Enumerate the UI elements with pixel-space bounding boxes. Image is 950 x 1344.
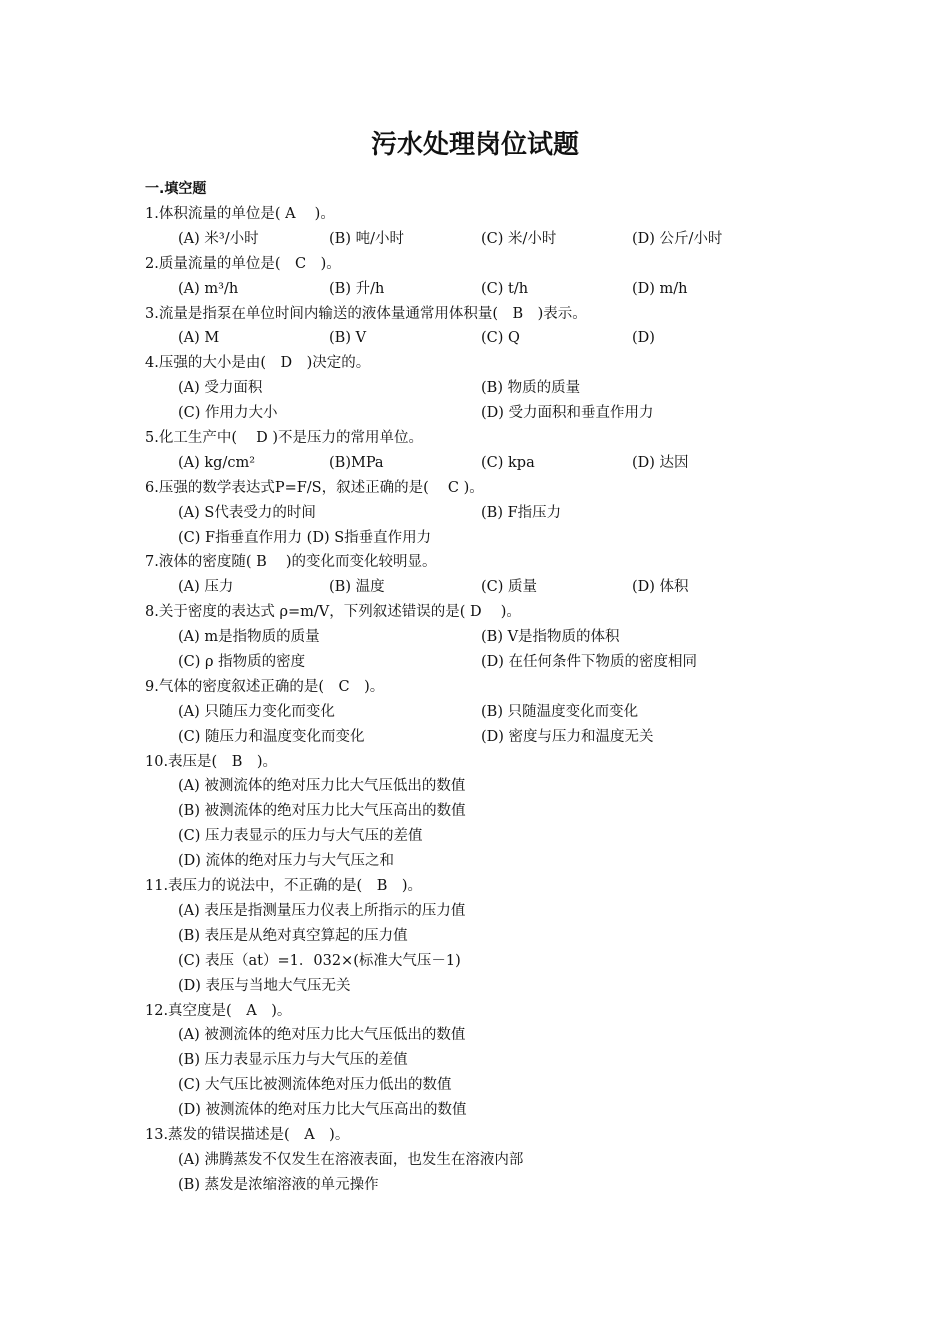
- option-text: (B) V是指物质的体积: [481, 629, 620, 646]
- question-text: 12.真空度是( A )。: [145, 1002, 292, 1019]
- option-text: (A) m³/h: [178, 280, 239, 297]
- question-text: 2.质量流量的单位是( C )。: [145, 255, 341, 272]
- question-text: 1.体积流量的单位是( A )。: [145, 206, 335, 222]
- option-text: (C) 米/小时: [481, 230, 557, 247]
- option-row: [145, 575, 845, 600]
- option-text: (A) m是指物质的质量: [178, 629, 320, 646]
- section-heading: 一.填空题: [145, 181, 207, 197]
- option-text: (A) M: [178, 330, 220, 347]
- option-text: (A) 只随压力变化而变化: [178, 703, 335, 720]
- option-text: (A) kg/cm²: [178, 454, 256, 471]
- option-text: (C) 随压力和温度变化而变化: [178, 728, 365, 745]
- option-text: (A) 压力: [178, 579, 234, 596]
- option-text: (B) 被测流体的绝对压力比大气压高出的数值: [178, 803, 466, 820]
- option-text: (B)MPa: [329, 454, 384, 471]
- option-text: (D) 体积: [632, 579, 689, 596]
- option-text: (B) V: [329, 330, 367, 347]
- option-row: [145, 277, 845, 302]
- page-title: 污水处理岗位试题: [370, 130, 579, 160]
- question-text: 11.表压力的说法中，不正确的是( B )。: [145, 878, 423, 895]
- option-text: (D) 达因: [632, 454, 689, 471]
- question-text: 4.压强的大小是由( D )决定的。: [145, 355, 371, 372]
- option-text: (A) 米³/小时: [178, 230, 259, 247]
- option-row: [145, 326, 845, 351]
- option-row: [145, 700, 845, 725]
- option-text: (A) 被测流体的绝对压力比大气压低出的数值: [178, 778, 466, 795]
- option-row: [145, 451, 845, 476]
- option-text: (A) 受力面积: [178, 380, 263, 397]
- question-text: 5.化工生产中( D )不是压力的常用单位。: [145, 430, 423, 447]
- option-text: (B) 升/h: [329, 280, 385, 297]
- option-text: (B) 表压是从绝对真空算起的压力值: [178, 927, 408, 944]
- option-text: (C) 大气压比被测流体绝对压力低出的数值: [178, 1077, 452, 1094]
- option-row: [145, 401, 845, 426]
- option-text: (B) 物质的质量: [481, 380, 581, 397]
- option-text: (C) 作用力大小: [178, 405, 278, 422]
- option-row: [145, 526, 845, 551]
- question-text: 7.液体的密度随( B )的变化而变化较明显。: [145, 554, 437, 571]
- option-text: (D): [632, 330, 655, 347]
- option-text: (B) 蒸发是浓缩溶液的单元操作: [178, 1176, 379, 1193]
- option-text: (B) 压力表显示压力与大气压的差值: [178, 1052, 408, 1069]
- option-text: (A) 被测流体的绝对压力比大气压低出的数值: [178, 1027, 466, 1044]
- question-text: 9.气体的密度叙述正确的是( C )。: [145, 678, 385, 695]
- option-text: (C) t/h: [481, 280, 529, 297]
- option-row: [145, 725, 845, 750]
- option-row: [145, 376, 845, 401]
- question-text: 6.压强的数学表达式P=F/S，叙述正确的是( C )。: [145, 479, 484, 496]
- question-text: 13.蒸发的错误描述是( A )。: [145, 1126, 350, 1143]
- option-text: (B) 吨/小时: [329, 230, 404, 247]
- option-text: (D) 密度与压力和温度无关: [481, 728, 654, 745]
- option-text: (C) kpa: [481, 454, 535, 471]
- option-text: (C) 压力表显示的压力与大气压的差值: [178, 828, 423, 845]
- option-text: (D) 被测流体的绝对压力比大气压高出的数值: [178, 1102, 467, 1119]
- option-text: (B) 温度: [329, 579, 385, 596]
- option-text: (D) 流体的绝对压力与大气压之和: [178, 853, 395, 870]
- question-text: 8.关于密度的表达式 ρ=m/V，下列叙述错误的是( D )。: [145, 604, 521, 621]
- option-text: (C) ρ 指物质的密度: [178, 654, 306, 671]
- option-text: (A) 表压是指测量压力仪表上所指示的压力值: [178, 902, 466, 919]
- option-text: (B) F指压力: [481, 504, 562, 521]
- option-text: (D) 在任何条件下物质的密度相同: [481, 654, 698, 671]
- question-text: 10.表压是( B )。: [145, 753, 278, 770]
- option-row: [145, 501, 845, 526]
- option-text: (C) 质量: [481, 579, 538, 596]
- option-text: (C) 表压（at）=1．032×(标准大气压－1): [178, 952, 461, 969]
- option-text: (A) 沸腾蒸发不仅发生在溶液表面，也发生在溶液内部: [178, 1151, 524, 1168]
- option-text: (D) 受力面积和垂直作用力: [481, 405, 654, 422]
- option-text: (C) F指垂直作用力 (D) S指垂直作用力: [178, 529, 432, 546]
- option-text: (C) Q: [481, 330, 520, 347]
- option-row: [145, 650, 845, 675]
- option-row: [145, 625, 845, 650]
- option-text: (B) 只随温度变化而变化: [481, 703, 639, 720]
- question-text: 3.流量是指泵在单位时间内输送的液体量通常用体积量( B )表示。: [145, 305, 587, 322]
- option-row: [145, 227, 845, 252]
- option-text: (D) 表压与当地大气压无关: [178, 977, 351, 994]
- option-text: (D) 公斤/小时: [632, 230, 723, 247]
- option-text: (D) m/h: [632, 280, 688, 297]
- question-list: [145, 202, 845, 1198]
- option-text: (A) S代表受力的时间: [178, 504, 316, 521]
